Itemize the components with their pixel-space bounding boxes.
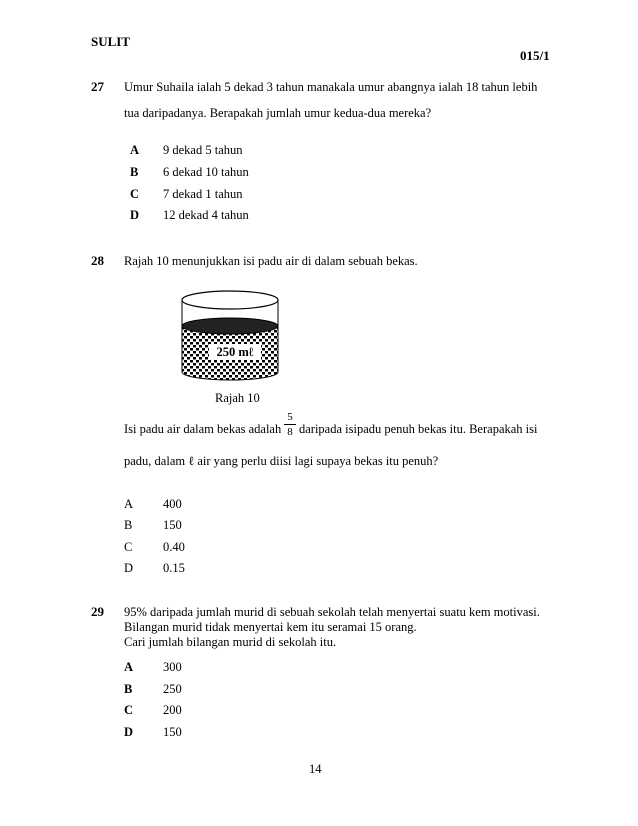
q29-option-text: 150: [163, 725, 182, 739]
fraction-five-eighths: [284, 411, 296, 438]
q27-option-letter: B: [130, 165, 139, 179]
header-right: 015/1: [520, 48, 550, 63]
question-28-text-line1-end: daripada isipadu penuh bekas itu. Berapakah isi: [299, 422, 538, 436]
q28-option-letter: B: [124, 518, 133, 532]
q29-option-letter: D: [124, 725, 134, 739]
q29-option-text: 250: [163, 682, 182, 696]
container-volume-label: 250 mℓ: [209, 344, 261, 360]
water-surface: [182, 318, 278, 334]
q29-option-letter: B: [124, 682, 133, 696]
q27-option-text: 6 dekad 10 tahun: [163, 165, 249, 179]
q27-option-text: 12 dekad 4 tahun: [163, 208, 249, 222]
q29-option-text: 200: [163, 703, 182, 717]
question-28-text-line1-start: Isi padu air dalam bekas adalah: [124, 422, 282, 436]
question-29-text-line2: Bilangan murid tidak menyertai kem itu seramai 15 orang.: [124, 620, 417, 634]
q27-option-text: 7 dekad 1 tahun: [163, 187, 243, 201]
header-left: SULIT: [91, 34, 131, 49]
question-28-intro: Rajah 10 menunjukkan isi padu air di dalam sebuah bekas.: [124, 254, 418, 268]
question-29-text-line3: Cari jumlah bilangan murid di sekolah itu.: [124, 635, 337, 649]
page-number: 14: [309, 762, 322, 776]
q28-option-letter: D: [124, 561, 134, 575]
question-28-text-line2: padu, dalam ℓ air yang perlu diisi lagi supaya bekas itu penuh?: [124, 454, 439, 468]
question-27-number: 27: [91, 79, 104, 94]
q29-option-letter: A: [124, 660, 134, 674]
q28-option-letter: A: [124, 497, 134, 511]
question-28-number: 28: [91, 253, 104, 268]
question-29-text-line1: 95% daripada jumlah murid di sebuah sekolah telah menyertai suatu kem motivasi.: [124, 605, 540, 619]
q27-option-text: 9 dekad 5 tahun: [163, 143, 243, 157]
q29-option-letter: C: [124, 703, 134, 717]
question-29-number: 29: [91, 604, 104, 619]
q28-option-text: 400: [163, 497, 182, 511]
fraction-numerator: 5: [287, 411, 293, 423]
q29-option-text: 300: [163, 660, 182, 674]
q28-option-text: 0.40: [163, 540, 185, 554]
q28-option-text: 150: [163, 518, 182, 532]
q27-option-letter: A: [130, 143, 140, 157]
container-rim: [182, 291, 278, 309]
fraction-denominator: 8: [287, 426, 293, 438]
question-27-text-line2: tua daripadanya. Berapakah jumlah umur kedua-dua mereka?: [124, 106, 432, 120]
q28-option-letter: C: [124, 540, 133, 554]
figure-caption: Rajah 10: [215, 391, 260, 405]
q27-option-letter: D: [130, 208, 140, 222]
container-diagram: [178, 288, 282, 384]
question-27-text-line1: Umur Suhaila ialah 5 dekad 3 tahun manakala umur abangnya ialah 18 tahun lebih: [124, 80, 538, 94]
q27-option-letter: C: [130, 187, 140, 201]
q28-option-text: 0.15: [163, 561, 185, 575]
